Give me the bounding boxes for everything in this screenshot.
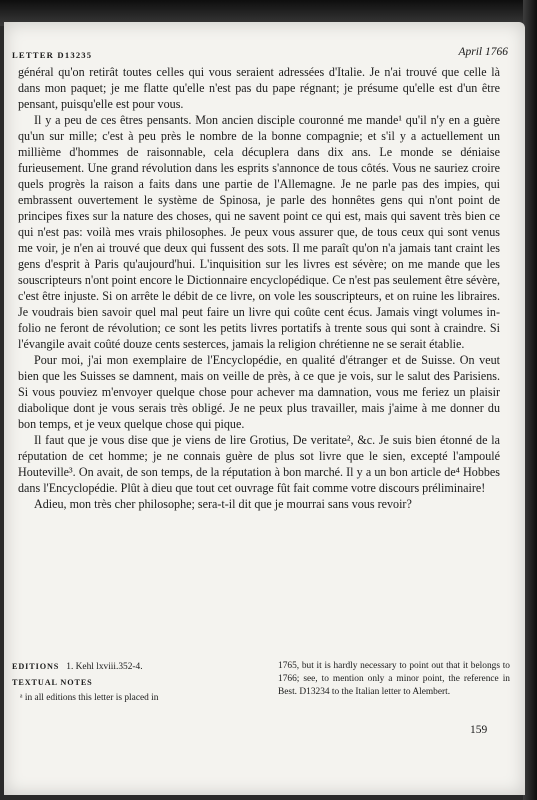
textual-notes-text: ᵃ in all editions this letter is placed in (20, 693, 159, 703)
paragraph-1: général qu'on retirât toutes celles qui vous seraient adressées d'Italie. Je n'ai trouvé que celle là dans mon paquet; je me flatte qu'elle n'est pas du pape régnant; je présume qu'elle est d'un être pensant, puisqu'elle est pour vous. (18, 65, 500, 111)
textual-notes-label: TEXTUAL NOTES (12, 678, 93, 687)
paragraph-4: Il faut que je vous dise que je viens de lire Grotius, De veritate², &c. Je suis bien étonné de la réputation de cet homme; je ne connais guère de plus sot livre que le sien, excepté l'ampoulé Houteville³. On avait, de son temps, de la réputation à bon marché. Il y a un bon article de⁴ Hobbes dans l'Encyclopédie. Plût à dieu que tout cet ouvrage fût fait comme votre discours préliminaire! (18, 433, 500, 495)
editions-line (12, 660, 244, 674)
page-number: 159 (470, 724, 488, 736)
letter-date: April 1766 (458, 46, 508, 58)
scan-right-edge (523, 0, 537, 800)
paragraph-5: Adieu, mon très cher philosophe; sera-t-il dit que je mourrai sans vous revoir? (34, 497, 412, 511)
editions-label: EDITIONS (12, 662, 60, 671)
notes-left-column (12, 660, 244, 707)
notes-right-column: 1765, but it is hardly necessary to point out that it belongs to 1766; see, to mention only a minor point, the reference in Best. D13234 to the Italian letter to Alembert. (278, 661, 510, 697)
letter-body (18, 64, 500, 512)
letter-id: LETTER D13235 (12, 50, 93, 60)
running-header (12, 46, 508, 64)
paragraph-3: Pour moi, j'ai mon exemplaire de l'Encyclopédie, en qualité d'étranger et de Suisse. On veut bien que les Suisses se damnent, mais on veille de près, à ce que je vois, sur le salut des Parisiens. Si vous pouviez m'envoyer quelque chose pour achever ma damnation, vous me feriez un plaisir diabolique dont je vous serais très obligé. Je ne peux plus travailler, mais j'aime à me donner du bon temps, et je veux quelque chose qui pique. (18, 353, 500, 431)
editions-text: 1. Kehl lxviii.352-4. (66, 662, 143, 672)
paragraph-2: Il y a peu de ces êtres pensants. Mon ancien disciple couronné me mande¹ qu'il n'y en a guère qu'un sur mille; c'est à peu près le nombre de la bonne compagnie; et s'il y a actuellement un millième d'hommes de raisonnable, cela décuplera dans dix ans. Le monde se déniaise furieusement. Une grand révolution dans les esprits s'annonce de tous côtés. Vous ne sauriez croire quels progrès la raison a faits dans une partie de l'Allemagne. Je ne parle pas des impies, qui embrassent ouvertement le système de Spinosa, je parle des honnêtes gens qui n'ont point de principes fixes sur la nature des choses, qui ne savent point ce qui est, mais qui savent très bien ce qui n'est pas: voilà mes vrais philosophes. Je peux vous assurer que, de tous ceux qui sont venus me voir, je n'en ai trouvé que deux qui fussent des sots. Il me paraît qu'on n'a jamais tant craint les gens d'esprit à Paris qu'aujourd'hui. L'inquisition sur les livres est sévère; on me mande que les souscripteurs n'ont point encore le Dictionnaire encyclopédique. Ce n'est pas seulement être sévère, c'est être injuste. Si on arrête le débit de ce livre, on vole les souscripteurs, et on ruine les libraires. Je voudrais bien savoir quel mal peut faire un livre qui coûte cent écus. Jamais vingt volumes in-folio ne feront de révolution; ce sont les petits livres portatifs à trente sous qui sont à craindre. Si l'évangile avait coûté douze cents sesterces, jamais la religion chrétienne ne se serait établie. (18, 113, 500, 351)
